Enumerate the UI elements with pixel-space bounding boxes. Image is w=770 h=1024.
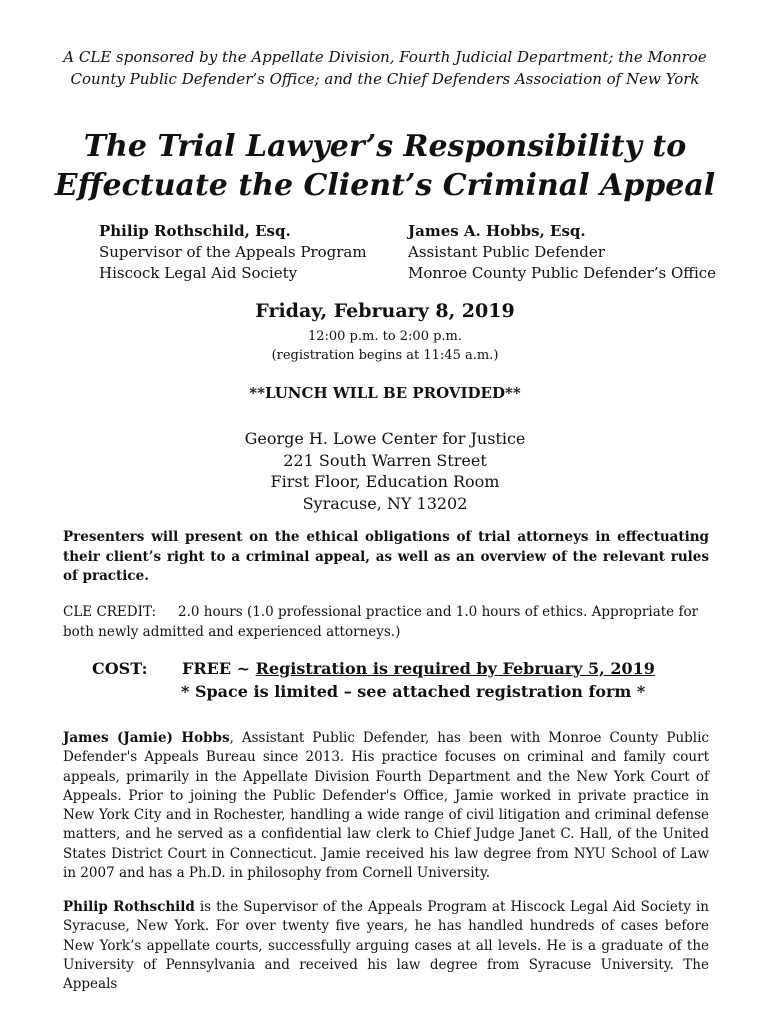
bio-name: Philip Rothschild bbox=[63, 899, 195, 915]
space-limited-notice: * Space is limited – see attached registration form * bbox=[181, 682, 646, 701]
bio-text: is the Supervisor of the Appeals Program at Hiscock Legal Aid Society in Syracuse, New York. For over twenty five years, he has handled hundreds of cases before New York’s appellate courts, successfully arguing cases at all levels. He is a graduate of the University of Pennsylvania and received his law degree from Syracuse University. The Appeals bbox=[63, 899, 709, 993]
title-line-1: The Trial Lawyer’s Responsibility to bbox=[83, 129, 687, 164]
bio-hobbs bbox=[63, 729, 709, 883]
venue-room: First Floor, Education Room bbox=[270, 472, 500, 491]
cle-credit-label: CLE CREDIT: bbox=[63, 604, 157, 620]
presenter-org: Monroe County Public Defender’s Office bbox=[408, 264, 717, 282]
venue-city: Syracuse, NY 13202 bbox=[302, 493, 468, 513]
venue-address bbox=[0, 428, 770, 514]
presenter-role: Assistant Public Defender bbox=[408, 243, 605, 261]
presenter-hobbs bbox=[408, 221, 716, 284]
presenter-role: Supervisor of the Appeals Program bbox=[99, 243, 367, 261]
presenter-rothschild bbox=[99, 221, 367, 284]
presenter-org: Hiscock Legal Aid Society bbox=[99, 264, 298, 282]
venue-name: George H. Lowe Center for Justice bbox=[244, 429, 526, 448]
bio-text: , Assistant Public Defender, has been with Monroe County Public Defender's Appeals Bureau since 2013. His practice focuses on criminal and family court appeals, primarily in the Appellate Division Fourth Department and the New York Court of Appeals. Prior to joining the Public Defender's Office, Jamie worked in private practice in New York City and in Rochester, handling a wide range of civil litigation and criminal defense matters, and he served as a confidential law clerk to Chief Judge Janet C. Hall, of the United States District Court in Connecticut. Jamie received his law degree from NYU School of Law in 2007 and has a Ph.D. in philosophy from Cornell University. bbox=[63, 730, 709, 882]
venue-street: 221 South Warren Street bbox=[283, 450, 487, 470]
event-time-block bbox=[0, 327, 770, 365]
lunch-notice: **LUNCH WILL BE PROVIDED** bbox=[249, 384, 521, 402]
cle-credit bbox=[63, 602, 713, 642]
registration-deadline: Registration is required by February 5, 2019 bbox=[255, 659, 655, 678]
presenter-name: James A. Hobbs, Esq. bbox=[408, 222, 586, 240]
cost-line bbox=[182, 659, 655, 678]
bio-name: James (Jamie) Hobbs bbox=[63, 730, 230, 746]
page-title bbox=[30, 127, 740, 205]
program-summary: Presenters will present on the ethical obligations of trial attorneys in effectuating their client’s right to a criminal appeal, as well as an overview of the relevant rules of practice. bbox=[63, 529, 709, 584]
event-date: Friday, February 8, 2019 bbox=[255, 300, 515, 322]
title-line-2: Effectuate the Client’s Criminal Appeal bbox=[54, 168, 716, 203]
registration-note: (registration begins at 11:45 a.m.) bbox=[271, 348, 499, 363]
bio-rothschild bbox=[63, 898, 709, 994]
cost-free: FREE ~ bbox=[182, 659, 256, 678]
event-time: 12:00 p.m. to 2:00 p.m. bbox=[307, 329, 463, 344]
cost-label: COST: bbox=[92, 659, 148, 678]
sponsor-statement: A CLE sponsored by the Appellate Division, Fourth Judicial Department; the Monroe County Public Defender’s Office; and the Chief Defenders Association of New York bbox=[63, 48, 707, 88]
cle-credit-text: 2.0 hours (1.0 professional practice and 1.0 hours of ethics. Appropriate for both newly admitted and experienced attorneys.) bbox=[63, 604, 699, 640]
presenter-name: Philip Rothschild, Esq. bbox=[99, 222, 291, 240]
